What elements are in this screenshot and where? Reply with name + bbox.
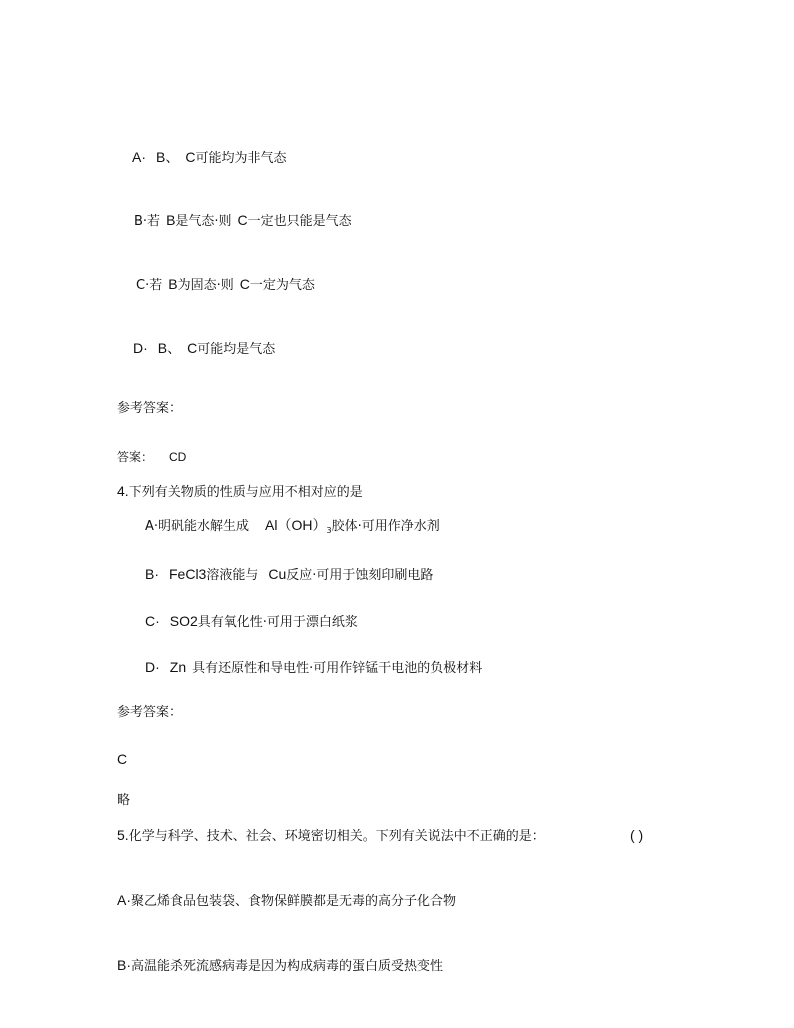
- q3-option-d-text: 可能均是气态: [197, 342, 276, 357]
- q3-option-d-prefix: D·: [133, 340, 148, 356]
- q3-option-c-text: 一定为气态: [249, 278, 315, 293]
- q3-answer-value: CD: [169, 450, 187, 464]
- q3-option-b-b: B: [166, 212, 176, 228]
- q3-option-c-prefix: C·若: [136, 278, 163, 293]
- q3-option-b-mid: 是气态·则: [175, 214, 232, 229]
- q4-option-b-mid: 溶液能与: [206, 568, 259, 583]
- q5-option-b-prefix: B·: [117, 957, 131, 973]
- q4-explanation: 略: [117, 793, 131, 808]
- q3-option-b-prefix: B·若: [134, 214, 161, 229]
- q5-option-a-prefix: A·: [117, 892, 131, 908]
- q3-option-a-prefix: A·: [132, 149, 146, 165]
- q4-option-a: [145, 517, 440, 539]
- q4-option-a-text: 胶体·可用作净水剂: [331, 519, 440, 534]
- q4-stem-text: 下列有关物质的性质与应用不相对应的是: [128, 485, 363, 500]
- q4-option-c-prefix: C·: [145, 613, 160, 629]
- q4-option-d-text: 具有还原性和导电性·可用作锌锰干电池的负极材料: [192, 661, 483, 676]
- q3-option-c-mid: 为固态·则: [177, 278, 234, 293]
- q3-option-b-c: C: [237, 212, 248, 228]
- q3-option-b: [134, 212, 352, 230]
- q4-option-c-formula: SO2: [169, 613, 198, 629]
- q4-number: 4.: [117, 483, 129, 499]
- q4-reference-answer-label: 参考答案：: [117, 705, 183, 720]
- q4-option-d-prefix: D·: [145, 659, 160, 675]
- q3-option-d-c: C: [187, 340, 198, 356]
- q3-option-c: [136, 276, 315, 294]
- q4-option-a-formula: Al（OH）: [265, 517, 327, 533]
- q5-option-b: [117, 957, 443, 975]
- q5-stem: [117, 827, 545, 845]
- q4-option-b-cu: Cu: [268, 566, 287, 582]
- q3-answer-label: 答案：: [117, 450, 154, 464]
- q4-answer: C: [117, 751, 128, 767]
- q4-option-b-prefix: B·: [145, 566, 159, 582]
- q4-stem: [117, 483, 363, 501]
- q3-option-d: [133, 340, 275, 358]
- q5-option-a-text: 聚乙烯食品包装袋、食物保鲜膜都是无毒的高分子化合物: [131, 894, 457, 909]
- q3-option-a-text: 可能均为非气态: [195, 151, 287, 166]
- q4-option-d-formula: Zn: [169, 659, 187, 675]
- q3-option-a-b: B、: [156, 149, 180, 165]
- q3-option-c-b: B: [168, 276, 178, 292]
- q5-stem-text: 化学与科学、技术、社会、环境密切相关。下列有关说法中不正确的是：: [128, 829, 545, 844]
- q3-option-b-text: 一定也只能是气态: [247, 214, 352, 229]
- q4-option-b-text: 反应·可用于蚀刻印刷电路: [286, 568, 434, 583]
- q3-option-d-b: B、: [157, 340, 182, 356]
- q3-option-c-c: C: [239, 276, 250, 292]
- q4-option-a-prefix: A·明矾能水解生成: [145, 519, 250, 534]
- q3-option-a-c: C: [185, 149, 196, 165]
- q3-reference-answer-label: 参考答案：: [117, 401, 183, 416]
- q5-option-b-text: 高温能杀死流感病毒是因为构成病毒的蛋白质受热变性: [131, 959, 444, 974]
- q4-option-c: [145, 613, 358, 631]
- q5-number: 5.: [117, 827, 129, 843]
- q4-option-b-formula: FeCl3: [169, 566, 207, 582]
- q4-option-a-subscript: 3: [326, 526, 332, 535]
- q4-option-d: [145, 659, 482, 677]
- q4-option-b: [145, 566, 433, 584]
- q4-option-c-text: 具有氧化性·可用于漂白纸浆: [197, 615, 358, 630]
- q3-option-a: [132, 149, 286, 167]
- q3-answer: [117, 449, 186, 465]
- q5-option-a: [117, 892, 456, 910]
- q5-answer-parentheses: ( ): [630, 827, 644, 843]
